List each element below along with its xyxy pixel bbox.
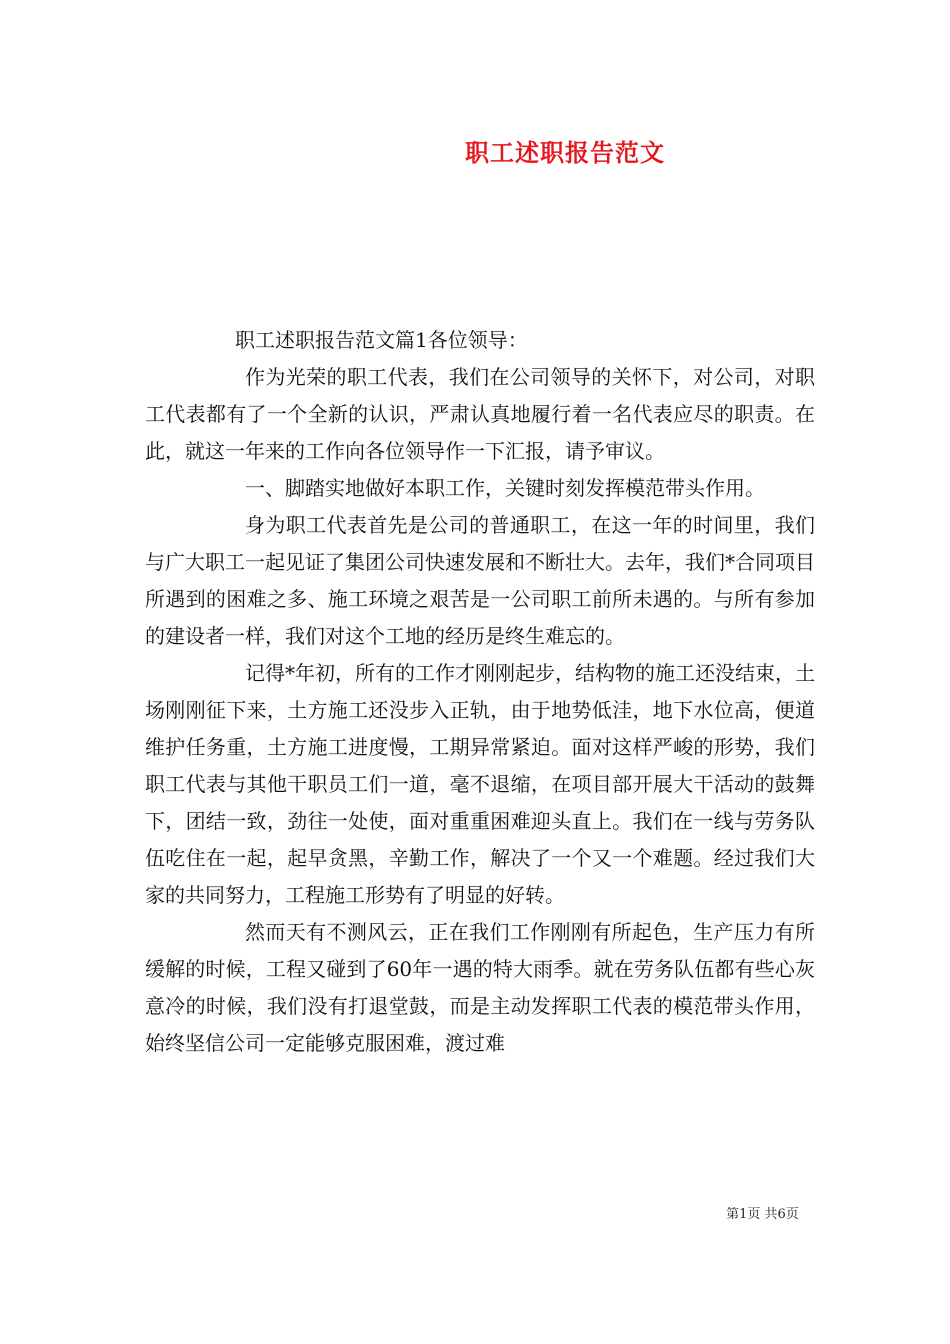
paragraph: 身为职工代表首先是公司的普通职工，在这一年的时间里，我们与广大职工一起见证了集团公司快速发展和不断壮大。去年，我们*合同项目所遇到的困难之多、施工环境之艰苦是一公司职工前所未遇的。与所有参加的建设者一样，我们对这个工地的经历是终生难忘的。	[145, 513, 815, 648]
paragraph: 然而天有不测风云，正在我们工作刚刚有所起色，生产压力有所缓解的时候，工程又碰到了60年一遇的特大雨季。就在劳务队伍都有些心灰意冷的时候，我们没有打退堂鼓，而是主动发挥职工代表的模范带头作用，始终坚信公司一定能够克服困难，渡过难	[145, 920, 815, 1055]
document-body	[145, 322, 815, 1062]
document-title: 职工述职报告范文	[465, 138, 665, 167]
paragraph-heading: 一、脚踏实地做好本职工作，关键时刻发挥模范带头作用。	[245, 476, 765, 500]
page-number-footer: 第1页 共6页	[726, 1207, 799, 1222]
paragraph: 记得*年初，所有的工作才刚刚起步，结构物的施工还没结束，土场刚刚征下来，土方施工还没步入正轨，由于地势低洼，地下水位高，便道维护任务重，土方施工进度慢，工期异常紧迫。面对这样严峻的形势，我们职工代表与其他干职员工们一道，毫不退缩，在项目部开展大干活动的鼓舞下，团结一致，劲往一处使，面对重重困难迎头直上。我们在一线与劳务队伍吃住在一起，起早贪黑，辛勤工作，解决了一个又一个难题。经过我们大家的共同努力，工程施工形势有了明显的好转。	[145, 661, 815, 907]
paragraph: 作为光荣的职工代表，我们在公司领导的关怀下，对公司，对职工代表都有了一个全新的认识，严肃认真地履行着一名代表应尽的职责。在此，就这一年来的工作向各位领导作一下汇报，请予审议。	[145, 365, 815, 463]
paragraph-salutation: 职工述职报告范文篇1各位领导：	[235, 328, 528, 352]
